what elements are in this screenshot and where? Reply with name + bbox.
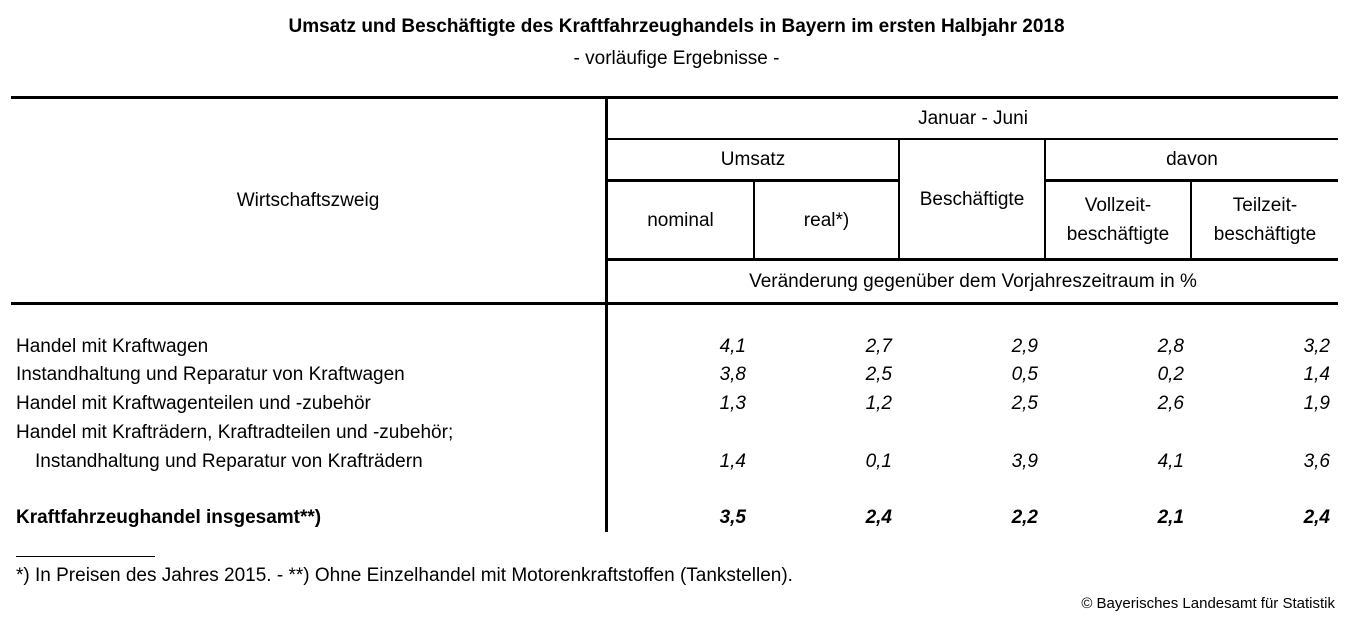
cell-vollzeit: 2,6: [1157, 393, 1184, 414]
cell-vollzeit: 2,8: [1157, 336, 1184, 357]
cell-teilzeit: 1,4: [1303, 364, 1330, 385]
cell-nominal: 3,8: [719, 364, 746, 385]
row-label-total: Kraftfahrzeughandel insgesamt**): [16, 507, 322, 528]
cell-beschaeftigte-total: 2,2: [1011, 507, 1038, 528]
header-davon: davon: [1166, 149, 1218, 170]
cell-real: 2,5: [865, 364, 892, 385]
cell-real-total: 2,4: [865, 507, 892, 528]
cell-vollzeit: 4,1: [1157, 451, 1184, 472]
row-label: Instandhaltung und Reparatur von Kraftwagen: [16, 364, 405, 385]
cell-teilzeit: 1,9: [1303, 393, 1330, 414]
cell-beschaeftigte: 2,9: [1011, 336, 1038, 357]
cell-real: 0,1: [865, 451, 892, 472]
table-subtitle: - vorläufige Ergebnisse -: [573, 48, 780, 69]
cell-real: 2,7: [865, 336, 892, 357]
header-nominal: nominal: [647, 209, 714, 231]
cell-vollzeit-total: 2,1: [1157, 507, 1184, 528]
row-label: Handel mit Krafträdern, Kraftradteilen und -zubehör;: [16, 422, 454, 443]
header-beschaeftigte: Beschäftigte: [919, 188, 1025, 210]
header-vollzeit: [1046, 182, 1190, 258]
header-vollzeit-line1: Vollzeit-: [1084, 195, 1152, 216]
cell-nominal: 1,3: [719, 393, 746, 414]
header-real: real*): [803, 209, 850, 231]
footnote-rule: [16, 556, 155, 557]
cell-nominal-total: 3,5: [719, 507, 746, 528]
row-label-continued: Instandhaltung und Reparatur von Krafträdern: [35, 451, 423, 472]
cell-teilzeit: 3,2: [1303, 336, 1330, 357]
cell-teilzeit-total: 2,4: [1303, 507, 1330, 528]
header-umsatz: Umsatz: [720, 149, 786, 170]
header-period: Januar - Juni: [918, 108, 1028, 129]
header-unit: Veränderung gegenüber dem Vorjahreszeitraum in %: [749, 271, 1197, 292]
row-label: Handel mit Kraftwagen: [16, 336, 209, 357]
footnote: *) In Preisen des Jahres 2015. - **) Ohne Einzelhandel mit Motorenkraftstoffen (Tankstellen).: [16, 565, 793, 586]
cell-beschaeftigte: 0,5: [1011, 364, 1038, 385]
header-row-label: Wirtschaftszweig: [236, 190, 380, 211]
header-teilzeit: [1192, 182, 1338, 258]
cell-teilzeit: 3,6: [1303, 451, 1330, 472]
cell-nominal: 1,4: [719, 451, 746, 472]
cell-beschaeftigte: 3,9: [1011, 451, 1038, 472]
cell-nominal: 4,1: [719, 336, 746, 357]
header-teilzeit-line2: beschäftigte: [1213, 224, 1317, 245]
row-label: Handel mit Kraftwagenteilen und -zubehör: [16, 393, 371, 414]
copyright: © Bayerisches Landesamt für Statistik: [1081, 595, 1335, 612]
cell-vollzeit: 0,2: [1157, 364, 1184, 385]
header-vollzeit-line2: beschäftigte: [1066, 224, 1170, 245]
cell-real: 1,2: [865, 393, 892, 414]
cell-beschaeftigte: 2,5: [1011, 393, 1038, 414]
table-title: Umsatz und Beschäftigte des Kraftfahrzeughandels in Bayern im ersten Halbjahr 2018: [288, 16, 1065, 37]
header-bottom-rule: [11, 302, 1338, 305]
header-teilzeit-line1: Teilzeit-: [1232, 195, 1298, 216]
